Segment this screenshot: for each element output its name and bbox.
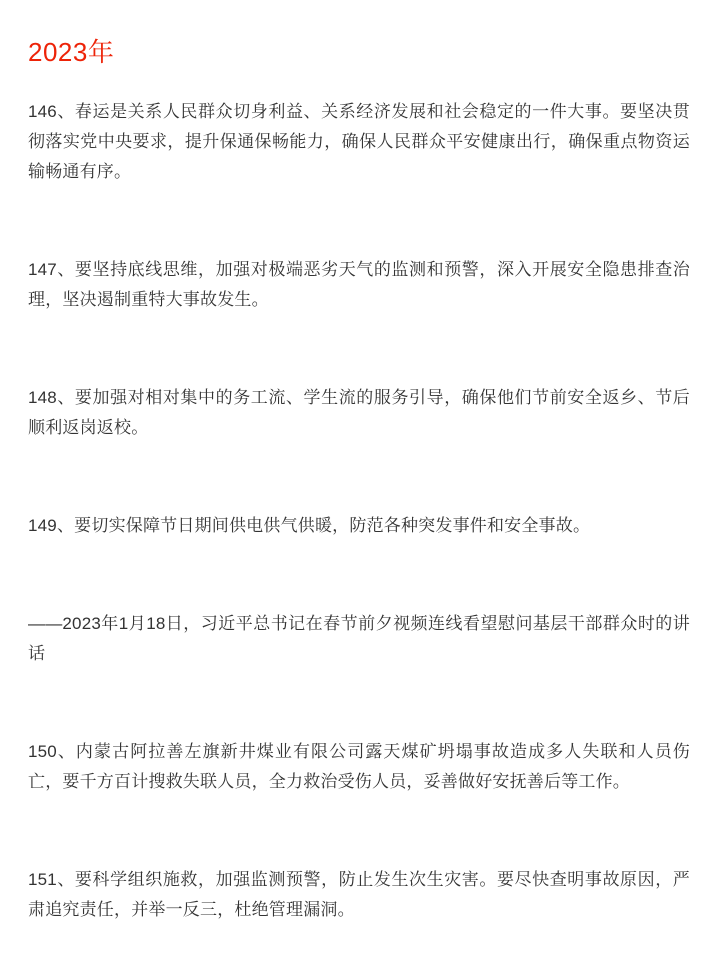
paragraph-151: 151、要科学组织施救，加强监测预警，防止发生次生灾害。要尽快查明事故原因，严肃追究责任，并举一反三，杜绝管理漏洞。 xyxy=(28,869,690,919)
paragraph-148: 148、要加强对相对集中的务工流、学生流的服务引导，确保他们节前安全返乡、节后顺利返岗返校。 xyxy=(28,387,690,437)
paragraph-149: 149、要切实保障节日期间供电供气供暖，防范各种突发事件和安全事故。 xyxy=(28,515,591,535)
paragraph-146: 146、春运是关系人民群众切身利益、关系经济发展和社会稳定的一件大事。要坚决贯彻落实党中央要求，提升保通保畅能力，确保人民群众平安健康出行，确保重点物资运输畅通有序。 xyxy=(28,101,690,181)
attribution-line: ——2023年1月18日，习近平总书记在春节前夕视频连线看望慰问基层干部群众时的讲话 xyxy=(28,613,690,663)
paragraph-147: 147、要坚持底线思维，加强对极端恶劣天气的监测和预警，深入开展安全隐患排查治理，坚决遏制重特大事故发生。 xyxy=(28,259,690,309)
page-title: 2023年 xyxy=(28,37,115,67)
paragraph-150: 150、内蒙古阿拉善左旗新井煤业有限公司露天煤矿坍塌事故造成多人失联和人员伤亡，要千方百计搜救失联人员，全力救治受伤人员，妥善做好安抚善后等工作。 xyxy=(28,741,690,791)
